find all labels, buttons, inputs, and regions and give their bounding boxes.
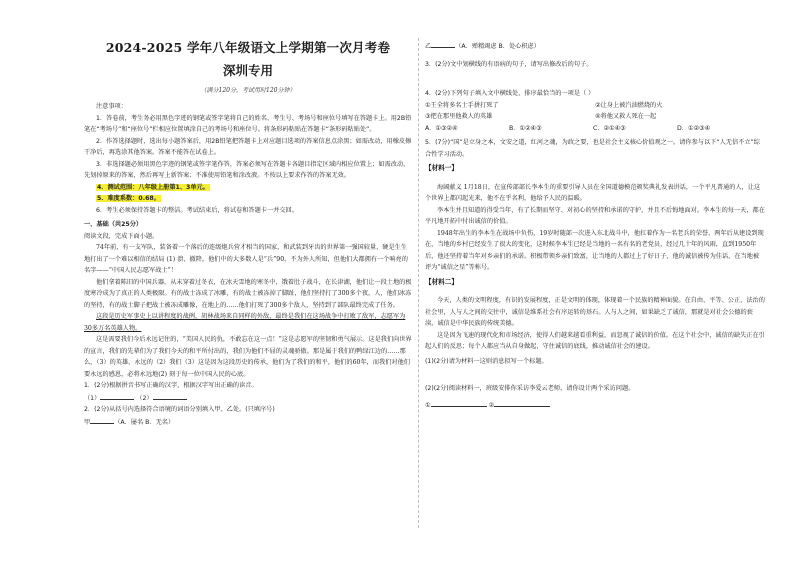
option-b[interactable]: B．①②④③ bbox=[509, 124, 542, 132]
q5-2-blank-1[interactable] bbox=[431, 399, 487, 407]
sentences-row-2 bbox=[425, 111, 765, 123]
yi-label: 乙 bbox=[425, 43, 432, 50]
notes-block bbox=[84, 101, 412, 216]
question-2-yi bbox=[425, 40, 765, 53]
exam-title: 2024-2025 学年八年级语文上学期第一次月考卷 bbox=[105, 40, 391, 55]
q5-2-answers bbox=[425, 399, 765, 412]
sentence-3: ③把在那里他救人的英雄 bbox=[425, 113, 493, 120]
column-divider bbox=[418, 38, 419, 528]
material-1-title: 【材料一】 bbox=[425, 164, 458, 172]
question-1-answers bbox=[84, 392, 412, 405]
section-1-intro: 阅读文段，完成下面小题。 bbox=[84, 232, 159, 240]
q1-blank-1[interactable] bbox=[100, 392, 134, 400]
passage-paragraph-4: 这是需要我们今后永远记住的，“美国人民的仇，不敢忘在这一点！”这是志愿军的坚韧和勇气展示。这是我们向世界的宣言，我们的先辈们为了我们今天的和平所付出的，我们为他们不屈的灵魂骄傲。那是属于我们的鸭绿江边的……那么，（3）的英雄，永远的（2）我们（3）这是因为这段历史的传承，他们为了我们的和平，他们的60年，而我们对他们要永远的感恩，必将永远地(2) 刻于每一位中国人民的心底。 bbox=[84, 336, 412, 378]
left-column bbox=[84, 40, 412, 428]
yi-options: （A．殚精竭虑 B．处心积虑） bbox=[455, 43, 540, 50]
option-d[interactable]: D．①②③④ bbox=[677, 124, 711, 132]
note-1: 1．答卷前，考生务必用黑色字迹的钢笔或签字笔将自己的姓名、考生号、考场号和座位号填写在答题卡上。用2B铅笔在“考场号”和“座位号”栏相应位置填涂自己的考场号和座位号。将条形码粘贴在答题卡“条形码粘贴处”。 bbox=[84, 114, 412, 133]
question-5-1: (1)(2分)请为材料一这则消息拟写一个标题。 bbox=[425, 357, 548, 365]
q5-2-label-2: ② bbox=[488, 401, 495, 409]
question-4: 4．(2分)下列句子填入文中横线处，排序最恰当的一项是（ ） bbox=[425, 90, 595, 97]
question-5: 5．(7分)“国”是立身之本，文安之道，红河之魂，为政之要，也是社会主义核心价值观之一。请你参与以下“人无信不立”综合性学习活动。 bbox=[425, 139, 760, 158]
note-4 bbox=[84, 182, 412, 194]
material-2-para-1: 今天，人类的文明程度，有识的发展程度，正是文明的体现，体现着一个民族的精神面貌。在自由、平等、公正、法治的社会里，人与人之间的交往中，诚信是维系社会有序运转的基石。人与人之间，如果缺乏了诚信，那就是对社会公德的亵渎，诚信是中华民族的传统美德。 bbox=[425, 297, 765, 328]
sentence-2: ②让身上被汽油燃烧的火 bbox=[595, 101, 663, 109]
passage-paragraph-3: 这段是历史军事史上以讲程度的战例，胡林战场来自同样的外敌，最终是我们在这场战争中打败了敌军，志愿军为30多万名英雄人物。 bbox=[84, 313, 406, 332]
note-4-highlight: 4．测试范围：八年级上册第1、3单元。 bbox=[97, 183, 209, 191]
exam-subtitle: 深圳专用 bbox=[222, 63, 273, 78]
choice-options bbox=[425, 123, 765, 135]
note-6: 6．考生必须保持答题卡的整洁。考试结束后，将试卷和答题卡一并交回。 bbox=[96, 206, 298, 214]
question-1: 1．(2分)根据拼音书写正确的汉字，根据汉字写出正确的读音。 bbox=[84, 382, 258, 389]
sentence-4: ④将他又救人死在一起 bbox=[595, 113, 657, 120]
note-2: 2．作答选择题时，选出每小题答案后，用2B铅笔把答题卡上对应题目选项的答案信息点涂黑；如需改动，用橡皮擦干净后，再选涂其他答案。答案不能答在试卷上。 bbox=[84, 137, 412, 156]
sentence-1: ①王全将多名士手拼打死了 bbox=[425, 101, 499, 109]
material-1-para-3: 1948年出生的李本生在战场中负伤，19岁时随部一次进入东北战斗中，他扛着作为一名老兵的荣誉，两年后从建设到现在，当地的乡村已经发生了很大的变化，这时候李本生已经是当地的一名有名的老党员，经过几十年的风雨，直到1950年后，他还坚持着当年对乡亲们的承诺。积极带领乡亲们致富，让当地的人都过上了好日子，他的诚信被传为佳话，在当地被评为“诚信之星”等称号。 bbox=[425, 229, 764, 272]
jia-blank[interactable] bbox=[90, 416, 114, 424]
question-2-jia bbox=[84, 416, 412, 429]
note-3: 3．非选择题必须用黑色字迹的钢笔或签字笔作答，答案必须写在答题卡各题目指定区域内相应位置上；如需改动，先划掉原来的答案，然后再写上新答案；不准使用铅笔和涂改液。不按以上要求作答的答案无效。 bbox=[84, 160, 410, 179]
option-a[interactable]: A．①③②④ bbox=[425, 124, 458, 132]
q3-answer-space[interactable] bbox=[425, 70, 765, 88]
material-1-para-2: 李本生并且知道的得受当年，有了长期而坚守、对初心的坚持和承诺的守护，并且不后悔地面对。李本生的每一天，都在平凡地开拓中付出诚信的价值。 bbox=[425, 206, 765, 226]
question-2: 2．(2分)从括号内选择符合语境的词语分别填入甲、乙处。(只填序号) bbox=[84, 406, 275, 413]
material-2-title: 【材料二】 bbox=[425, 277, 458, 286]
sentences-row-1 bbox=[425, 100, 765, 112]
section-1 bbox=[84, 219, 412, 428]
material-2-para-2: 这是因为飞速的现代化和市场经济，使得人们越来越看重利益，而忽视了诚信的价值。在这个社会中，诚信的缺失正在引起人们的反思；每个人都应当从自身做起，守住诚信的底线，推动诚信社会的建设。 bbox=[425, 331, 765, 351]
section-1-heading: 一、基础（共25分） bbox=[84, 221, 143, 228]
right-column bbox=[425, 40, 765, 411]
note-5 bbox=[84, 193, 412, 205]
question-5-2: (2)(2分)阅读材料一，班级安排你采访李爱云老师，请你设计两个采访问题。 bbox=[425, 385, 635, 393]
exam-meta: （满分120分，考试用时120分钟） bbox=[200, 87, 296, 94]
q1-blank-2[interactable] bbox=[153, 392, 187, 400]
material-1-para-1: 海阔献义 1月18日，在宣传部部长李本生的重要引导人员在全国道德模范颁奖典礼发表讲话，一个平凡普通的人，让这个世界上都闪起光来，他不在乎名利，他给予人民的温暖。 bbox=[425, 183, 761, 203]
q5-2-label-1: ① bbox=[425, 401, 431, 409]
q1-label-2: （2） bbox=[136, 394, 153, 402]
q5-2-blank-2[interactable] bbox=[494, 399, 550, 407]
note-5-highlight: 5．难度系数：0.68。 bbox=[97, 195, 160, 202]
q5-1-answer-space[interactable] bbox=[425, 367, 765, 383]
option-c[interactable]: C．②①④③ bbox=[593, 124, 626, 132]
yi-blank[interactable] bbox=[431, 40, 455, 48]
jia-options: （A．屡名 B．无名） bbox=[114, 418, 175, 426]
passage-paragraph-1: 74年前，有一支军队，装备着一个落后的连级炮兵营才相当的国家，和武装到牙齿的世界第一强国较量，硬是生生地打出了一个难以相信的结局 (1) 溃、撤降。他们中的大多数人是“兵”90、不为外人所知，但他们大都拥有一个响亮的名字——“中国人民志愿军战士”！ bbox=[84, 244, 408, 274]
q1-label-1: （1） bbox=[84, 394, 101, 402]
question-3: 3．(2分)文中划横线的有语病的句子，请写出修改后的句子。 bbox=[425, 60, 593, 68]
notes-heading: 注意事项： bbox=[96, 103, 127, 110]
passage-paragraph-2: 他们拿着陈旧的中国兵器，从未穿着过冬衣，在冰天雪地的寒冬中，饿着肚子战斗，在长津湖，他们让一段土地的极度寒冷成为了真正的人类极限。有的战士冻成了冰雕，有的战士被冻掉了脚趾，他们坚持打了300多个夜，人，他们冰冻的坚持，有的战士脚子把战士被冻成雕像，在地上的……他们打死了300多个敌人，坚持到了部队最终完成了任务。 bbox=[84, 278, 412, 309]
jia-label: 甲 bbox=[84, 418, 91, 426]
